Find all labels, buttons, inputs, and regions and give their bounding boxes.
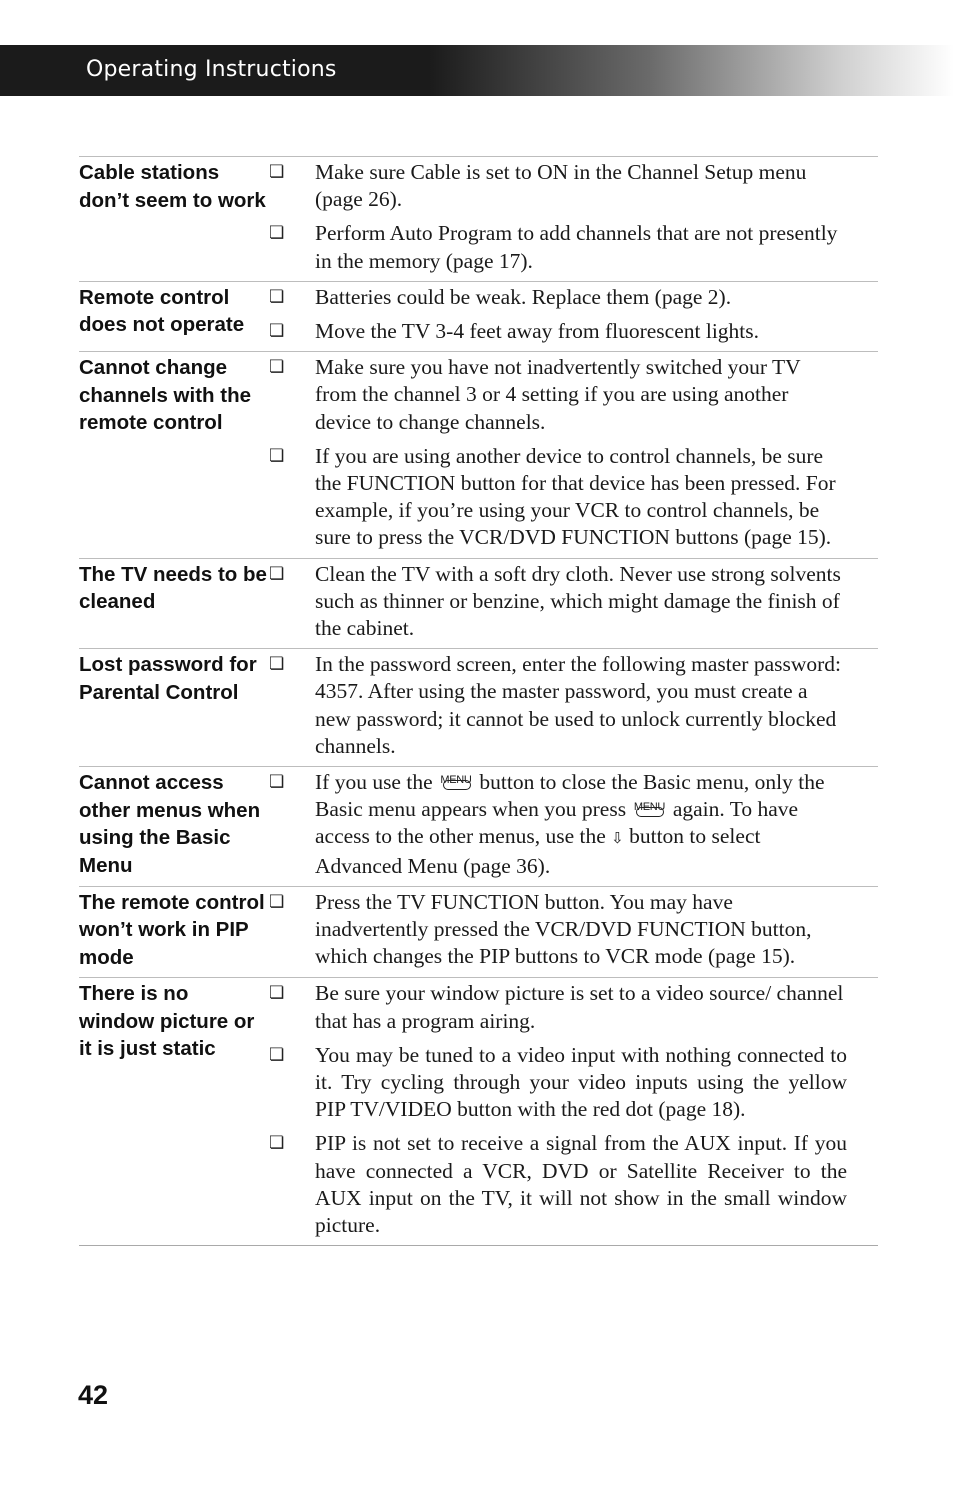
list-item: [269, 1130, 878, 1239]
table-row: [79, 978, 878, 1246]
solution-text: If you are using another device to control channels, be sure the FUNCTION button for that device has been pressed. For example, if you’re using your VCR to control channels, be sure to press the VCR/DVD FUNCTION buttons (page 15).: [315, 443, 836, 550]
text-part: button to select Advanced Menu (page 36).: [315, 824, 761, 878]
checkbox-icon: ❏: [269, 162, 285, 182]
table-row: [79, 282, 878, 352]
solution-text: PIP is not set to receive a signal from the AUX input. If you have connected a VCR, DVD or Satellite Receiver to the AUX input on the TV, it will not show in the small window picture.: [315, 1131, 847, 1237]
problem-label: Cable stations don’t seem to work: [79, 161, 266, 212]
checkbox-icon: ❏: [269, 357, 285, 378]
solution-text: Move the TV 3-4 feet away from fluorescent lights.: [315, 319, 760, 344]
problem-label: Cannot change channels with the remote control: [79, 356, 251, 435]
table-row: [79, 887, 878, 979]
list-item: [269, 443, 878, 552]
list-item: [269, 1042, 878, 1124]
problem-label: Remote control does not operate: [79, 285, 245, 337]
checkbox-icon: ❏: [269, 286, 285, 307]
problem-label: The remote control won’t work in PIP mode: [79, 890, 265, 969]
menu-button-label: MENU: [633, 801, 666, 814]
solution-text: Make sure Cable is set to ON in the Channel Setup menu (page 26).: [315, 160, 807, 212]
table-row: [79, 767, 878, 887]
list-item: [269, 889, 878, 971]
text-part: If you use the: [315, 770, 433, 795]
table-row: [79, 352, 878, 558]
solution-text: Perform Auto Program to add channels that are not presently in the memory (page 17).: [315, 221, 838, 273]
text-part: again. To have access to the other menus, use the: [315, 797, 799, 849]
problem-label: There is no window picture or it is just static: [79, 982, 255, 1061]
page-number: 42: [78, 1380, 109, 1410]
checkbox-icon: ❏: [269, 1044, 285, 1065]
menu-button-icon: [438, 770, 474, 792]
solution-text: Make sure you have not inadvertently switched your TV from the channel 3 or 4 setting if you are using another device to change channels.: [315, 355, 801, 434]
header-title: Operating Instructions: [86, 57, 337, 82]
solution-text: [315, 769, 847, 880]
table-row: [79, 649, 878, 767]
checkbox-icon: ❏: [269, 445, 285, 466]
checkbox-icon: ❏: [269, 983, 285, 1004]
table-row: [79, 559, 878, 650]
checkbox-icon: ❏: [269, 563, 285, 584]
checkbox-icon: ❏: [269, 654, 285, 675]
checkbox-icon: ❏: [269, 772, 285, 793]
list-item: [269, 561, 878, 643]
menu-button-label: MENU: [440, 774, 472, 787]
solution-text: You may be tuned to a video input with nothing connected to it. Try cycling through your video inputs using the yellow PIP TV/VIDEO button with the red dot (page 18).: [315, 1042, 847, 1122]
list-item: [269, 354, 878, 436]
header-bar: [0, 45, 954, 96]
list-item: [269, 159, 878, 213]
list-item: [269, 284, 878, 311]
problem-label: Cannot access other menus when using the Basic Menu: [79, 771, 261, 877]
solution-text: Be sure your window picture is set to a video source/ channel that has a program airing.: [315, 981, 844, 1033]
solution-text: In the password screen, enter the following master password: 4357. After using the master password, you must create a new password; it cannot be used to unlock currently blocked channels.: [315, 652, 842, 758]
solution-text: Press the TV FUNCTION button. You may have inadvertently pressed the VCR/DVD FUNCTION button, which changes the PIP buttons to VCR mode (page 15).: [315, 889, 812, 969]
checkbox-icon: ❏: [269, 321, 285, 342]
list-item: [269, 220, 878, 274]
solution-text: Clean the TV with a soft dry cloth. Never use strong solvents such as thinner or benzine, which might damage the finish of the cabinet.: [315, 561, 841, 641]
list-item: [269, 651, 878, 760]
checkbox-icon: ❏: [269, 1133, 285, 1154]
down-arrow-icon: ⇩: [611, 829, 624, 848]
list-item: [269, 769, 878, 880]
troubleshooting-table: [79, 156, 878, 1246]
menu-button-icon: [631, 797, 667, 819]
problem-label: The TV needs to be cleaned: [79, 562, 267, 614]
list-item: [269, 980, 878, 1034]
list-item: [269, 318, 878, 345]
solution-text: Batteries could be weak. Replace them (page 2).: [315, 284, 732, 309]
checkbox-icon: ❏: [269, 891, 285, 912]
text-part: button to close the Basic menu, only the Basic menu appears when you press: [315, 770, 825, 822]
table-row: [79, 157, 878, 282]
problem-label: Lost password for Parental Control: [79, 653, 257, 704]
checkbox-icon: ❏: [269, 223, 285, 244]
